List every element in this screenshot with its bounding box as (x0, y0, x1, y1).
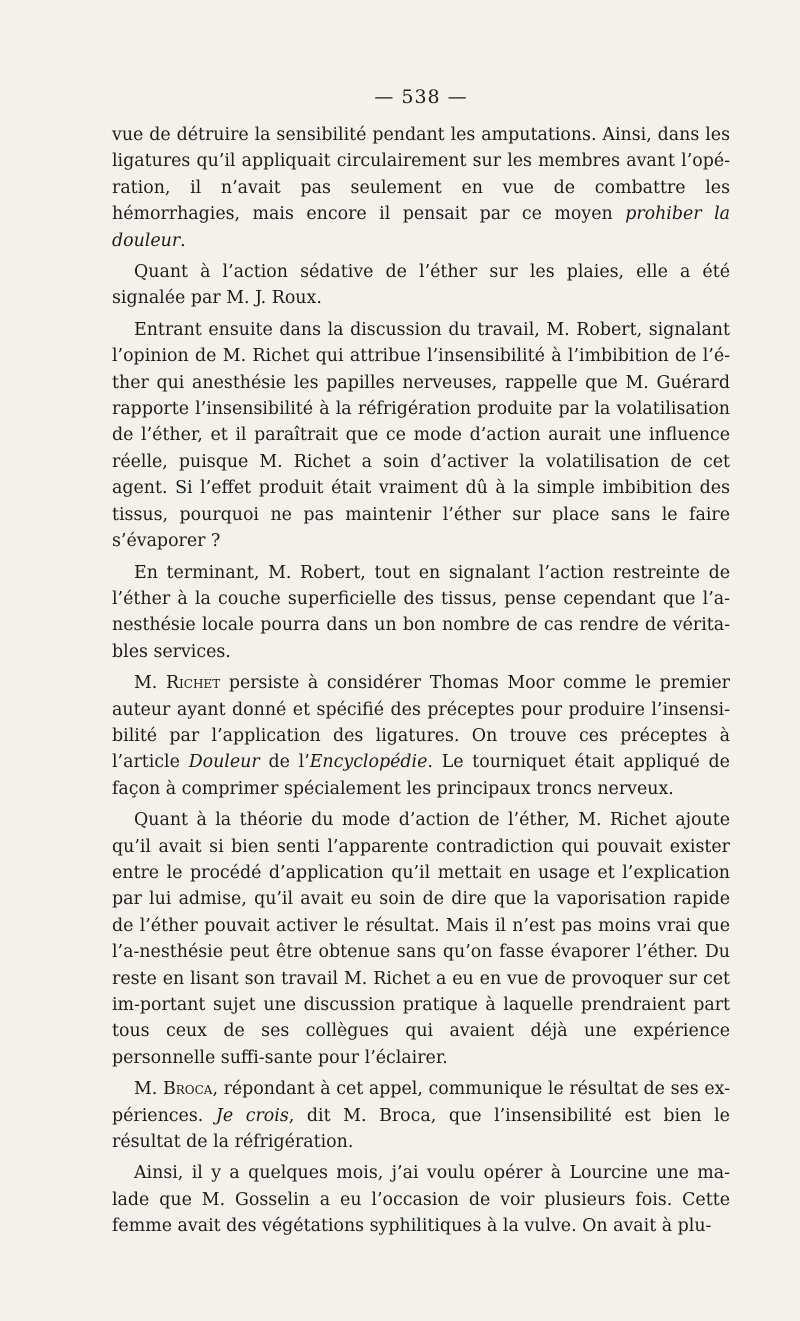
text-segment: persiste à considérer Thomas Moor comme le premier auteur ayant donné et spécifié des préceptes pour produire l’insensi-bilité par l’application des ligatures. On trouve ces préceptes à l’article (112, 673, 730, 773)
paragraph (112, 807, 730, 1071)
paragraph (112, 317, 730, 555)
paragraph (112, 670, 730, 802)
text-segment: Ainsi, il y a quelques mois, j’ai voulu opérer à Lourcine une ma-lade que M. Gosselin a eu l’occasion de voir plusieurs fois. Cette femme avait des végétations syphilitiques à la vulve. On avait à plu- (112, 1163, 730, 1237)
page-number: — 538 — (374, 86, 468, 108)
text-segment: de l’ (259, 752, 310, 773)
text-segment: M. (134, 673, 166, 694)
text-segment: . (180, 230, 186, 251)
small-caps-name: Broca (162, 1079, 213, 1100)
paragraph (112, 1076, 730, 1155)
italic-text: Je crois (215, 1105, 289, 1126)
italic-text: Encyclopédie (309, 752, 428, 773)
text-segment: En terminant, M. Robert, tout en signalant l’action restreinte de l’éther à la couche superficielle des tissus, pense cependant que l’a-nesthésie locale pourra dans un bon nombre de cas rendre de vérita-bles services. (112, 562, 730, 662)
text-segment: Entrant ensuite dans la discussion du travail, M. Robert, signalant l’opinion de M. Richet qui attribue l’insensibilité à l’imbibition de l’é-ther qui anesthésie les papilles nerveuses, rappelle que M. Guérard rapporte l’insensibilité à la réfrigération produite par la volatilisation de l’éther, et il paraîtrait que ce mode d’action aurait une influence réelle, puisque M. Richet a soin d’activer la volatilisation de cet agent. Si l’effet produit était vraiment dû à la simple imbibition des tissus, pourquoi ne pas maintenir l’éther sur place sans le faire s’évaporer ? (112, 319, 730, 552)
text-segment: M. (134, 1079, 163, 1100)
text-segment: , répondant à cet appel, communique le résultat de ses ex-périences. (112, 1079, 730, 1126)
body-text (112, 122, 730, 1240)
text-segment: , dit M. Broca, que l’insensibilité est bien le résultat de la réfrigération. (112, 1105, 730, 1153)
paragraph (112, 1160, 730, 1239)
text-segment: Quant à l’action sédative de l’éther sur les plaies, elle a été signalée par M. J. Roux. (112, 262, 730, 309)
paragraph (112, 259, 730, 312)
paragraph (112, 560, 730, 666)
paragraph (112, 122, 730, 254)
text-segment: . Le tourniquet était appliqué de façon à comprimer spécialement les principaux troncs nerveux. (112, 752, 730, 799)
small-caps-name: Richet (165, 673, 221, 694)
text-segment: Quant à la théorie du mode d’action de l’éther, M. Richet ajoute qu’il avait si bien senti l’apparente contradiction qui pouvait exister entre le procédé d’application qu’il mettait en usage et l’explication par lui admise, qu’il avait eu soin de dire que la vaporisation rapide de l’éther pouvait activer le résultat. Mais il n’est pas moins vrai que l’a-nesthésie peut être obtenue sans qu’on fasse évaporer l’éther. Du reste en lisant son travail M. Richet a eu en vue de provoquer sur cet im-portant sujet une discussion pratique à laquelle prendraient part tous ceux de ses collègues qui avaient déjà une expérience personnelle suffi-sante pour l’éclairer. (112, 810, 730, 1068)
italic-text: prohiber la douleur (112, 204, 730, 251)
italic-text: Douleur (188, 752, 260, 773)
text-segment: vue de détruire la sensibilité pendant les amputations. Ainsi, dans les ligatures qu’il appliquait circulairement sur les membres avant l’opé-ration, il n’avait pas seulement en vue de combattre les hémorrhagies, mais encore il pensait par ce moyen (112, 125, 730, 225)
